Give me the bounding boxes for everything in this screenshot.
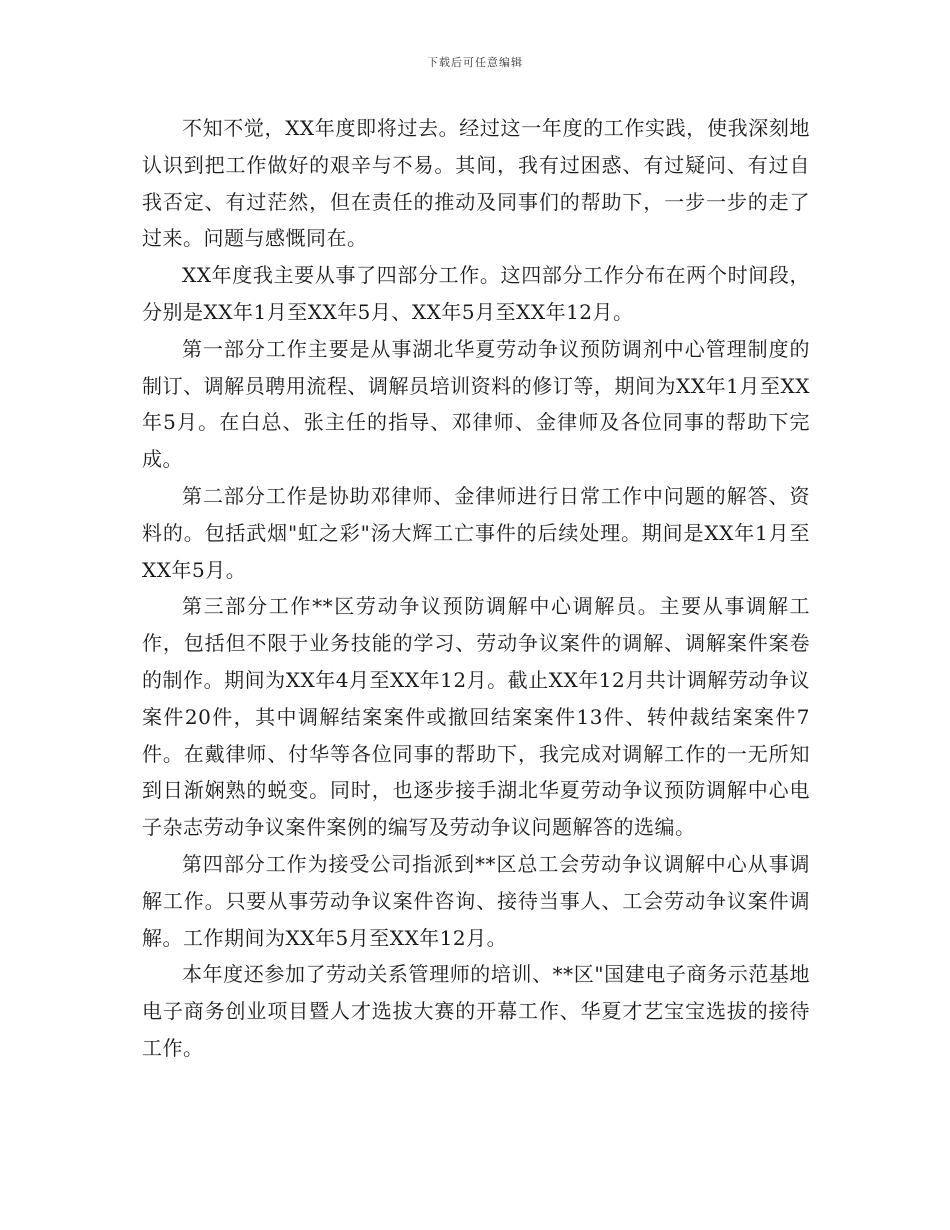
paragraph-work-overview: XX年度我主要从事了四部分工作。这四部分工作分布在两个时间段，分别是XX年1月至XX年5月、XX年5月至XX年12月。 — [142, 263, 810, 324]
paragraph-part-one: 第一部分工作主要是从事湖北华夏劳动争议预防调剂中心管理制度的制订、调解员聘用流程、调解员培训资料的修订等，期间为XX年1月至XX年5月。在白总、张主任的指导、邓律师、金律师及各位同事的帮助下完成。 — [142, 336, 810, 472]
paragraph-intro: 不知不觉，XX年度即将过去。经过这一年度的工作实践，使我深刻地认识到把工作做好的艰辛与不易。其间，我有过困惑、有过疑问、有过自我否定、有过茫然，但在责任的推动及同事们的帮助下，一步一步的走了过来。问题与感慨同在。 — [142, 116, 810, 251]
paragraph-part-four: 第四部分工作为接受公司指派到**区总工会劳动争议调解中心从事调解工作。只要从事劳动争议案件咨询、接待当事人、工会劳动争议案件调解。工作期间为XX年5月至XX年12月。 — [142, 851, 810, 950]
document-body — [142, 110, 810, 1067]
paragraph-part-two: 第二部分工作是协助邓律师、金律师进行日常工作中问题的解答、资料的。包括武烟"虹之彩"汤大辉工亡事件的后续处理。期间是XX年1月至XX年5月。 — [142, 483, 810, 582]
paragraph-other-activities: 本年度还参加了劳动关系管理师的培训、**区"国建电子商务示范基地电子商务创业项目暨人才选拔大赛的开幕工作、华夏才艺宝宝选拔的接待工作。 — [142, 962, 810, 1060]
paragraph-part-three: 第三部分工作**区劳动争议预防调解中心调解员。主要从事调解工作，包括但不限于业务技能的学习、劳动争议案件的调解、调解案件案卷的制作。期间为XX年4月至XX年12月。截止XX年12月共计调解劳动争议案件20件，其中调解结案案件或撤回结案案件13件、转仲裁结案案件7件。在戴律师、付华等各位同事的帮助下，我完成对调解工作的一无所知到日渐娴熟的蜕变。同时，也逐步接手湖北华夏劳动争议预防调解中心电子杂志劳动争议案件案例的编写及劳动争议问题解答的选编。 — [142, 594, 810, 840]
page-header: 下载后可任意编辑 — [427, 56, 523, 69]
